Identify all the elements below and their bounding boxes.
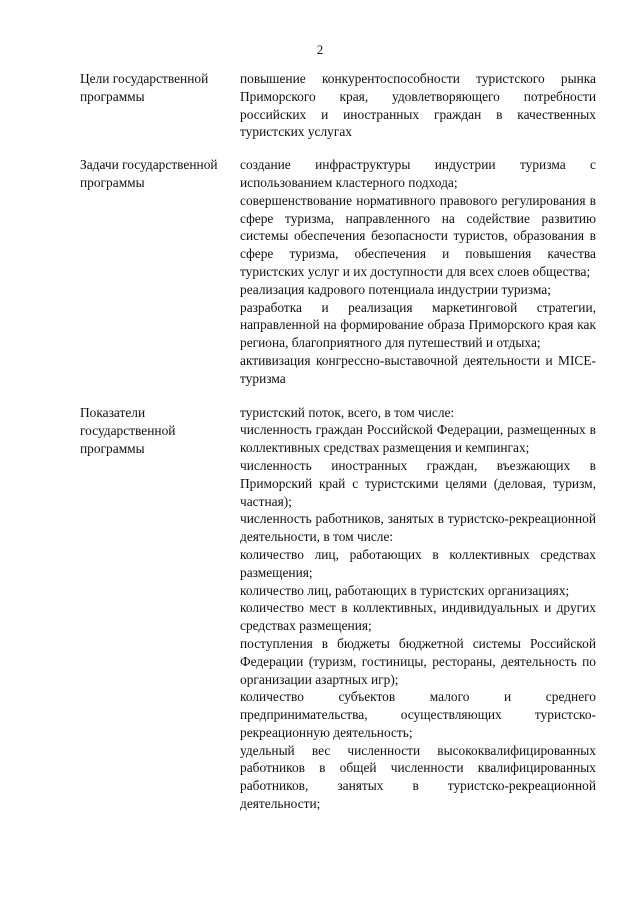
row-tasks (80, 156, 596, 387)
content-paragraph: туристский поток, всего, в том числе: (240, 404, 455, 420)
content-paragraph: совершенствование нормативного правового регулирования в сфере туризма, направленного на содействие развитию системы обеспечения безопасности туристов, образования в сфере туризма, обеспечения и повышения качества туристских услуг и их доступности для всех слоев общества; (240, 192, 596, 279)
row-label: Цели государственной программы (80, 71, 209, 104)
content-paragraph: разработка и реализация маркетинговой стратегии, направленной на формирование образа Приморского края как региона, благоприятного для путешествий и отдыха; (240, 299, 596, 351)
content-paragraph: повышение конкурентоспособности туристского рынка Приморского края, удовлетворяющего потребности российских и иностранных граждан в качественных туристских услугах (240, 71, 596, 140)
content-paragraph: количество субъектов малого и среднего предпринимательства, осуществляющих туристско-рекреационную деятельность; (240, 689, 596, 740)
passport-table (80, 70, 596, 828)
row-content (240, 156, 596, 387)
row-label: Задачи государственной программы (80, 157, 218, 191)
content-paragraph: количество лиц, работающих в туристских организациях; (240, 582, 570, 598)
row-goals (80, 70, 596, 141)
content-paragraph: реализация кадрового потенциала индустрии туризма; (240, 281, 551, 297)
row-content (240, 404, 596, 813)
content-paragraph: количество мест в коллективных, индивидуальных и других средствах размещения; (240, 600, 596, 634)
content-paragraph: численность работников, занятых в туристско-рекреационной деятельности, в том числе: (240, 511, 596, 545)
content-paragraph: активизация конгрессно-выставочной деятельности и MICE-туризма (240, 352, 596, 386)
row-content (240, 70, 596, 141)
content-paragraph: количество лиц, работающих в коллективных средствах размещения; (240, 546, 596, 580)
row-indicators (80, 404, 596, 813)
content-paragraph: поступления в бюджеты бюджетной системы Российской Федерации (туризм, гостиницы, рестораны, деятельность по организации азартных игр); (240, 635, 596, 687)
content-paragraph: удельный вес численности высококвалифицированных работников в общей численности квалифицированных работников, занятых в туристско-рекреационной деятельности; (240, 742, 596, 812)
content-paragraph: численность иностранных граждан, въезжающих в Приморский край с туристскими целями (деловая, туризм, частная); (240, 457, 596, 509)
row-label: Показатели государственной программы (80, 404, 176, 456)
page-number: 2 (316, 42, 324, 57)
content-paragraph: создание инфраструктуры индустрии туризма с использованием кластерного подхода; (240, 157, 596, 190)
content-paragraph: численность граждан Российской Федерации, размещенных в коллективных средствах размещения и кемпингах; (240, 422, 596, 456)
